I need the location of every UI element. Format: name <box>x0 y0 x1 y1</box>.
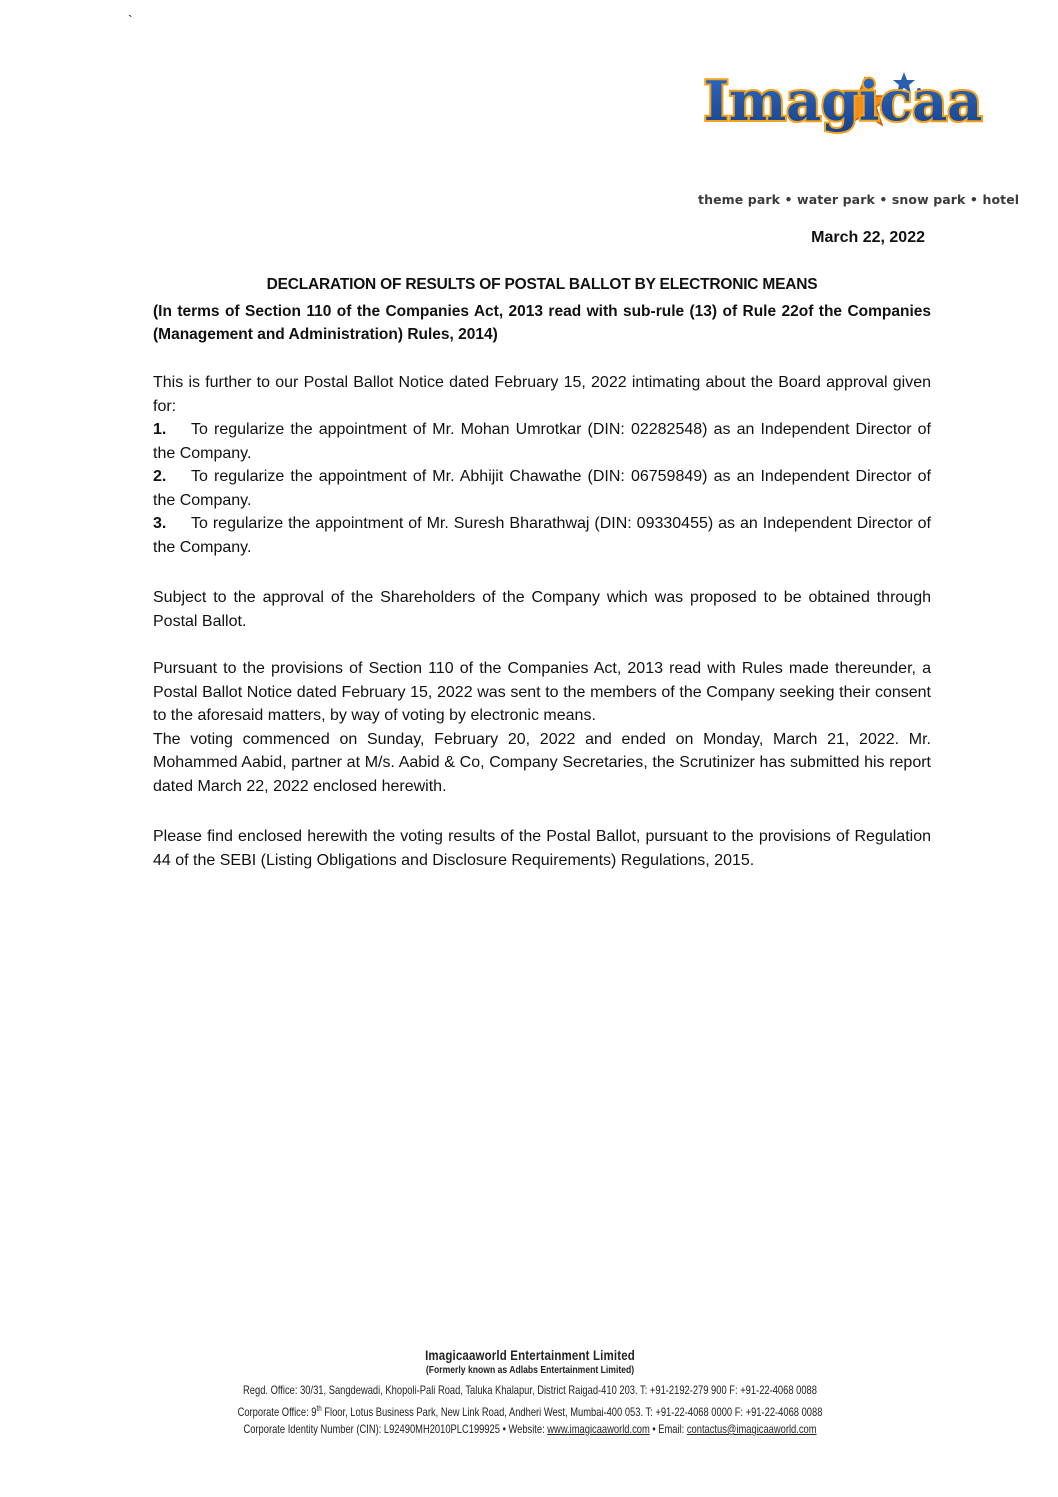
document-date: March 22, 2022 <box>811 229 925 246</box>
voting-paragraph <box>153 657 931 798</box>
paragraph-text: Please find enclosed herewith the voting results of the Postal Ballot, pursuant to the provisions of Regulation 44 of the SEBI (Listing Obligations and Disclosure Requirements) Regulations, 2015. <box>153 828 931 869</box>
item-text: To regularize the appointment of Mr. Abhijit Chawathe (DIN: 06759849) as an Independent Director of the Company. <box>153 468 931 509</box>
email-link[interactable]: contactus@imagicaaworld.com <box>686 1422 817 1436</box>
imagicaa-logo <box>690 70 1020 210</box>
footer-corporate-office: Corporate Office: 9th Floor, Lotus Business Park, New Link Road, Andheri West, Mumbai-400 053. T: +91-22-4068 0000 F: +91-22-4068 0088 <box>237 1403 823 1419</box>
footer-former-name: (Formerly known as Adlabs Entertainment Limited) <box>425 1364 635 1376</box>
item-number: 1. <box>153 421 167 438</box>
approval-paragraph <box>153 586 931 633</box>
footer-registered-office: Regd. Office: 30/31, Sangdewadi, Khopoli-Pali Road, Taluka Khalapur, District Raigad-410 203. T: +91-2192-279 900 F: +91-22-4068 0088 <box>243 1383 817 1397</box>
logo-wordmark <box>690 70 996 134</box>
paragraph-text: Pursuant to the provisions of Section 110 of the Companies Act, 2013 read with Rules made thereunder, a Postal Ballot Notice dated February 15, 2022 was sent to the members of the Company seeking their consent to the aforesaid matters, by way of voting by electronic means. <box>153 660 931 724</box>
logo-tagline: theme park • water park • snow park • hotel <box>698 192 1020 207</box>
document-subheading: (In terms of Section 110 of the Companies Act, 2013 read with sub-rule (13) of Rule 22of the Companies (Management and Administration) Rules, 2014) <box>153 303 931 343</box>
list-item <box>153 465 931 512</box>
list-item <box>153 418 931 465</box>
stray-mark: ` <box>128 12 133 28</box>
paragraph-text: The voting commenced on Sunday, February 20, 2022 and ended on Monday, March 21, 2022. Mr. Mohammed Aabid, partner at M/s. Aabid & Co, Company Secretaries, the Scrutinizer has submitted his report dated March 22, 2022 enclosed herewith. <box>153 730 931 795</box>
results-paragraph <box>153 825 931 872</box>
list-item <box>153 512 931 559</box>
item-number: 2. <box>153 468 167 485</box>
paragraph-text: Subject to the approval of the Shareholders of the Company which was proposed to be obtained through Postal Ballot. <box>153 589 931 630</box>
footer-cin-line: Corporate Identity Number (CIN): L92490MH2010PLC199925 • Website: www.imagicaaworld.com • Email: contactus@imagicaaworld.com <box>243 1422 817 1436</box>
svg-text:Imagicaa: Imagicaa <box>703 70 983 133</box>
intro-paragraph: This is further to our Postal Ballot Notice dated February 15, 2022 intimating about the Board approval given for: <box>153 374 931 415</box>
item-text: To regularize the appointment of Mr. Mohan Umrotkar (DIN: 02282548) as an Independent Director of the Company. <box>153 421 931 462</box>
intro-section <box>153 371 931 559</box>
document-heading: DECLARATION OF RESULTS OF POSTAL BALLOT BY ELECTRONIC MEANS <box>266 276 818 293</box>
footer-company-name: Imagicaaworld Entertainment Limited <box>425 1347 635 1363</box>
website-link[interactable]: www.imagicaaworld.com <box>547 1422 650 1436</box>
letterhead-footer <box>150 1347 910 1439</box>
item-number: 3. <box>153 515 167 532</box>
item-text: To regularize the appointment of Mr. Suresh Bharathwaj (DIN: 09330455) as an Independent Director of the Company. <box>153 515 931 556</box>
